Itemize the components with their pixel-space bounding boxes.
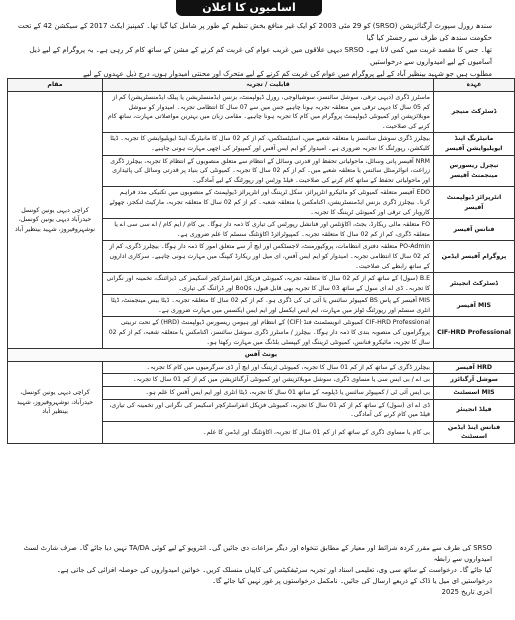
position-location: کراچی دیہی یونین کونسل، حیدرآباد، نوشہروفیروز، شہید بینظیر آباد (8, 361, 103, 443)
position-location: کراچی دیہی یونین کونسل حیدرآباد دیہی یونین کونسل، نوشہروفیروز، شہید بینظیر آباد (8, 92, 103, 349)
footer-line: کیا جائے گا۔ درخواست کے ساتھ سی وی، تعلیمی اسناد اور تجربہ سرٹیفکیٹس کی کاپیاں منسلک کریں۔ خواتین امیدواروں کی حوصلہ افزائی کی جاتی ہے۔ (56, 566, 492, 574)
position-title: انٹرپرائز ڈیولپمنٹ آفیسر (434, 187, 515, 219)
footer-line: درخواستیں ای میل یا ڈاک کے ذریعے ارسال کی جائیں۔ نامکمل درخواستوں پر غور نہیں کیا جائے گا۔ (212, 577, 492, 585)
position-title: ڈسٹرکٹ منیجر (434, 92, 515, 133)
column-header-qualification: قابلیت / تجربہ (103, 79, 434, 92)
table-row (8, 361, 515, 374)
position-qualification: بیچلرز ڈگری سوشل سائنسز یا متعلقہ شعبے میں، اسٹیٹسٹکس، کم از کم 02 سال کا مانیٹرنگ اینڈ ایویلیوایشن کا تجربہ۔ ڈیٹا کلیکشن، رپورٹنگ کا تجربہ ضروری ہے۔ امیدوار کو ایم ایس آفس اور کمپیوٹر کی اچھی مہارت ہونی چاہیے۔ (103, 133, 434, 155)
position-qualification: B.E (سول) کے ساتھ کم از کم 02 سال کا متعلقہ تجربہ، کمیونٹی فزیکل انفراسٹرکچر اسکیمز کی ڈیزائننگ، تخمینہ اور نگرانی کا تجربہ۔ ڈی اے ای سول کے ساتھ 03 سال کا تجربہ بھی قابل قبول، BoQs اور ڈرائنگ کی تیاری۔ (103, 273, 434, 295)
position-title: فنانس اینڈ ایڈمن اسسٹنٹ (434, 421, 515, 443)
unit-office-heading: یونٹ آفس (8, 349, 515, 362)
positions-table (7, 78, 515, 444)
position-title: فنانس آفیسر (434, 219, 515, 241)
position-title: HRD آفیسر (434, 361, 515, 374)
position-qualification: PO-Admin متعلقہ دفتری انتظامات، پروکیورمنٹ، لاجسٹکس اور ایچ آر سے متعلق امور کا ذمہ دار ہوگا۔ بیچلرز ڈگری، کم از کم 02 سال کا انتظامی تجربہ۔ امیدوار کو ایم ایس آفس، ای میل اور ریکارڈ کیپنگ میں مہارت ہونی چاہیے۔ سرکاری اداروں کے ساتھ رابطے کی صلاحیت۔ (103, 241, 434, 273)
position-qualification: بی کام یا مساوی ڈگری کے ساتھ کم از کم 01 سال کا تجربہ، اکاؤنٹنگ اور ایڈمن کا علم۔ (103, 421, 434, 443)
intro-line: سندھ رورل سپورٹ آرگنائزیشن (SRSO) کو 29 مئی 2003 کو ایک غیر منافع بخش تنظیم کے طور پر شامل کیا گیا تھا۔ کمپنیز ایکٹ 2017 کے سیکشن 42 کے تحت حکومت سندھ کی طرف سے رجسٹر کیا گیا (17, 22, 492, 42)
footer-line: SRSO کی طرف سے مقرر کردہ شرائط اور معیار کے مطابق تنخواہ اور دیگر مراعات دی جائیں گی۔ انٹرویو کے لیے کوئی TA/DA نہیں دیا جائے گا۔ صرف شارٹ لسٹ امیدواروں سے رابطہ (23, 544, 492, 563)
position-qualification: NRM آفیسر پانی وسائل، ماحولیاتی تحفظ اور قدرتی وسائل کے انتظام سے متعلق منصوبوں کے انتظام کا تجربہ، بیچلرز ڈگری زراعت، انوائرمنٹل سائنس یا متعلقہ شعبے میں۔ کم از کم 02 سال کا تجربہ۔ کمیونٹی کی بنیاد پر قدرتی وسائل کی پائیداری اور ماحولیاتی تحفظ کے ساتھ کام کرنے کی صلاحیت۔ فیلڈ وزٹس اور رپورٹنگ کے لیے آمادگی۔ (103, 155, 434, 187)
unit-office-row (8, 349, 515, 362)
position-title: MIS اسسٹنٹ (434, 387, 515, 400)
position-qualification: ڈی اے ای (سول) کے ساتھ کم از کم 01 سال کا تجربہ، کمیونٹی فزیکل انفراسٹرکچر اسکیمز کی نگرانی اور تخمینہ کی تیاری، فیلڈ میں کام کرنے کی آمادگی۔ (103, 399, 434, 421)
column-header-title: عہدہ (434, 79, 515, 92)
position-qualification: MIS آفیسر کے پاس BS کمپیوٹر سائنس یا آئی ٹی کی ڈگری ہو۔ کم از کم 02 سال کا متعلقہ تجربہ۔ ڈیٹا بیس مینجمنٹ، ڈیٹا انٹری سسٹم اور رپورٹنگ ٹولز میں مہارت، ایم ایس ایکسل اور ایم ایس ایکسس میں مہارت ضروری ہے۔ (103, 295, 434, 317)
position-qualification: ماسٹرز ڈگری (دیہی ترقی، سوشل سائنسز، سوشیالوجی، رورل ڈیولپمنٹ، بزنس ایڈمنسٹریشن یا پبلک ایڈمنسٹریشن) کم از کم 05 سال کا دیہی ترقی میں متعلقہ تجربہ ہونا چاہیے جس میں سے 07 سال کا انتظامی تجربہ۔ امیدوار کو سوشل موبلائزیشن اور کمیونٹی ڈیولپمنٹ پروگرام میں کام کا تجربہ ہونا چاہیے۔ مقامی زبان میں بہترین مواصلاتی مہارت، ساتھ کام کرنے کی صلاحیت۔ (103, 92, 434, 133)
table-row (8, 92, 515, 133)
intro-paragraph (8, 20, 492, 80)
position-title: MIS آفیسر (434, 295, 515, 317)
position-title: مانیٹرنگ اینڈ ایویلیوایشن آفیسر (434, 133, 515, 155)
position-title: ڈسٹرکٹ انجینئر (434, 273, 515, 295)
position-qualification: بیچلرز ڈگری کے ساتھ کم از کم 01 سال کا تجربہ، کمیونٹی ٹریننگ اور ایچ آر ڈی سرگرمیوں میں کام کا تجربہ۔ (103, 361, 434, 374)
position-qualification: FO متعلقہ مالی ریکارڈ، بجٹ، اکاؤنٹس اور فنانشل رپورٹس کی تیاری کا ذمہ دار ہوگا۔ بی کام / ایم کام / اے سی سی اے یا متعلقہ ڈگری، کم از کم 02 سال کا متعلقہ تجربہ۔ کمپیوٹرائزڈ اکاؤنٹنگ سسٹم کا علم ضروری ہے۔ (103, 219, 434, 241)
position-qualification: بی ایس آئی ٹی / کمپیوٹر سائنس یا ڈپلومہ کے ساتھ 01 سال کا تجربہ، ڈیٹا انٹری اور ایم ایس آفس کا علم ہو۔ (103, 387, 434, 400)
footer-line: آخری تاریخ 2025 (441, 588, 492, 596)
position-title: سوشل آرگنائزر (434, 374, 515, 387)
column-header-location: مقام (8, 79, 103, 92)
intro-line: تھا۔ جس کا مقصد غربت میں کمی لانا ہے۔ SRSO دیہی علاقوں میں غریب عوام کی غربت کم کرنے کے مشن کے ساتھ کام کر رہی ہے۔ یہ پروگرام کے لیے ذیل آسامیوں کے لیے امیدواروں سے درخواستیں (29, 46, 492, 66)
footer-instructions (8, 543, 492, 598)
position-qualification: EDO آفیسر متعلقہ کمیونٹی کو مائیکرو انٹرپرائز، سکل ٹریننگ اور انٹرپرائز ڈیولپمنٹ کے منصوبوں میں تکنیکی مدد فراہم کرنا۔ بیچلرز ڈگری بزنس ایڈمنسٹریشن، اکنامکس یا متعلقہ شعبہ۔ کم از کم 02 سال کا متعلقہ تجربہ، مارکیٹ لنکجز، چھوٹے کاروبار کی ترقی اور کمیونٹی ٹریننگ کا تجربہ۔ (103, 187, 434, 219)
position-title: فیلڈ انجینئر (434, 399, 515, 421)
intro-line: مطلوب ہیں جو شہید بینظیر آباد کے لیے پروگرام میں عوام کی غربت کم کرنے کے لیے متحرک اور محنتی امیدوار ہوں، درج ذیل عہدوں کے لیے (83, 70, 492, 78)
position-qualification: CIF-HRD Professional کمیونٹی انویسٹمنٹ فنڈ (CIF) کے انتظام اور ہیومن ریسورس ڈیولپمنٹ (HRD) کے تحت تربیتی پروگراموں کی منصوبہ بندی کا ذمہ دار ہوگا۔ بیچلرز / ماسٹرز ڈگری سوشل سائنسز، اکنامکس یا متعلقہ شعبہ، کم از کم 02 سال کا تجربہ، مائیکرو فنانس، کمیونٹی ٹریننگ اور کیپسٹی بلڈنگ میں مہارت رکھتا ہو۔ (103, 317, 434, 349)
position-title: CIF-HRD Professional (434, 317, 515, 349)
position-qualification: بی اے / بی ایس سی یا مساوی ڈگری، سوشل موبلائزیشن اور کمیونٹی آرگنائزیشن میں کم از کم 01 سال کا تجربہ۔ (103, 374, 434, 387)
ad-title-banner: اسامیوں کا اعلان (176, 0, 322, 16)
position-title: نیچرل ریسورس مینجمنٹ آفیسر (434, 155, 515, 187)
position-title: پروگرام آفیسر ایڈمن (434, 241, 515, 273)
